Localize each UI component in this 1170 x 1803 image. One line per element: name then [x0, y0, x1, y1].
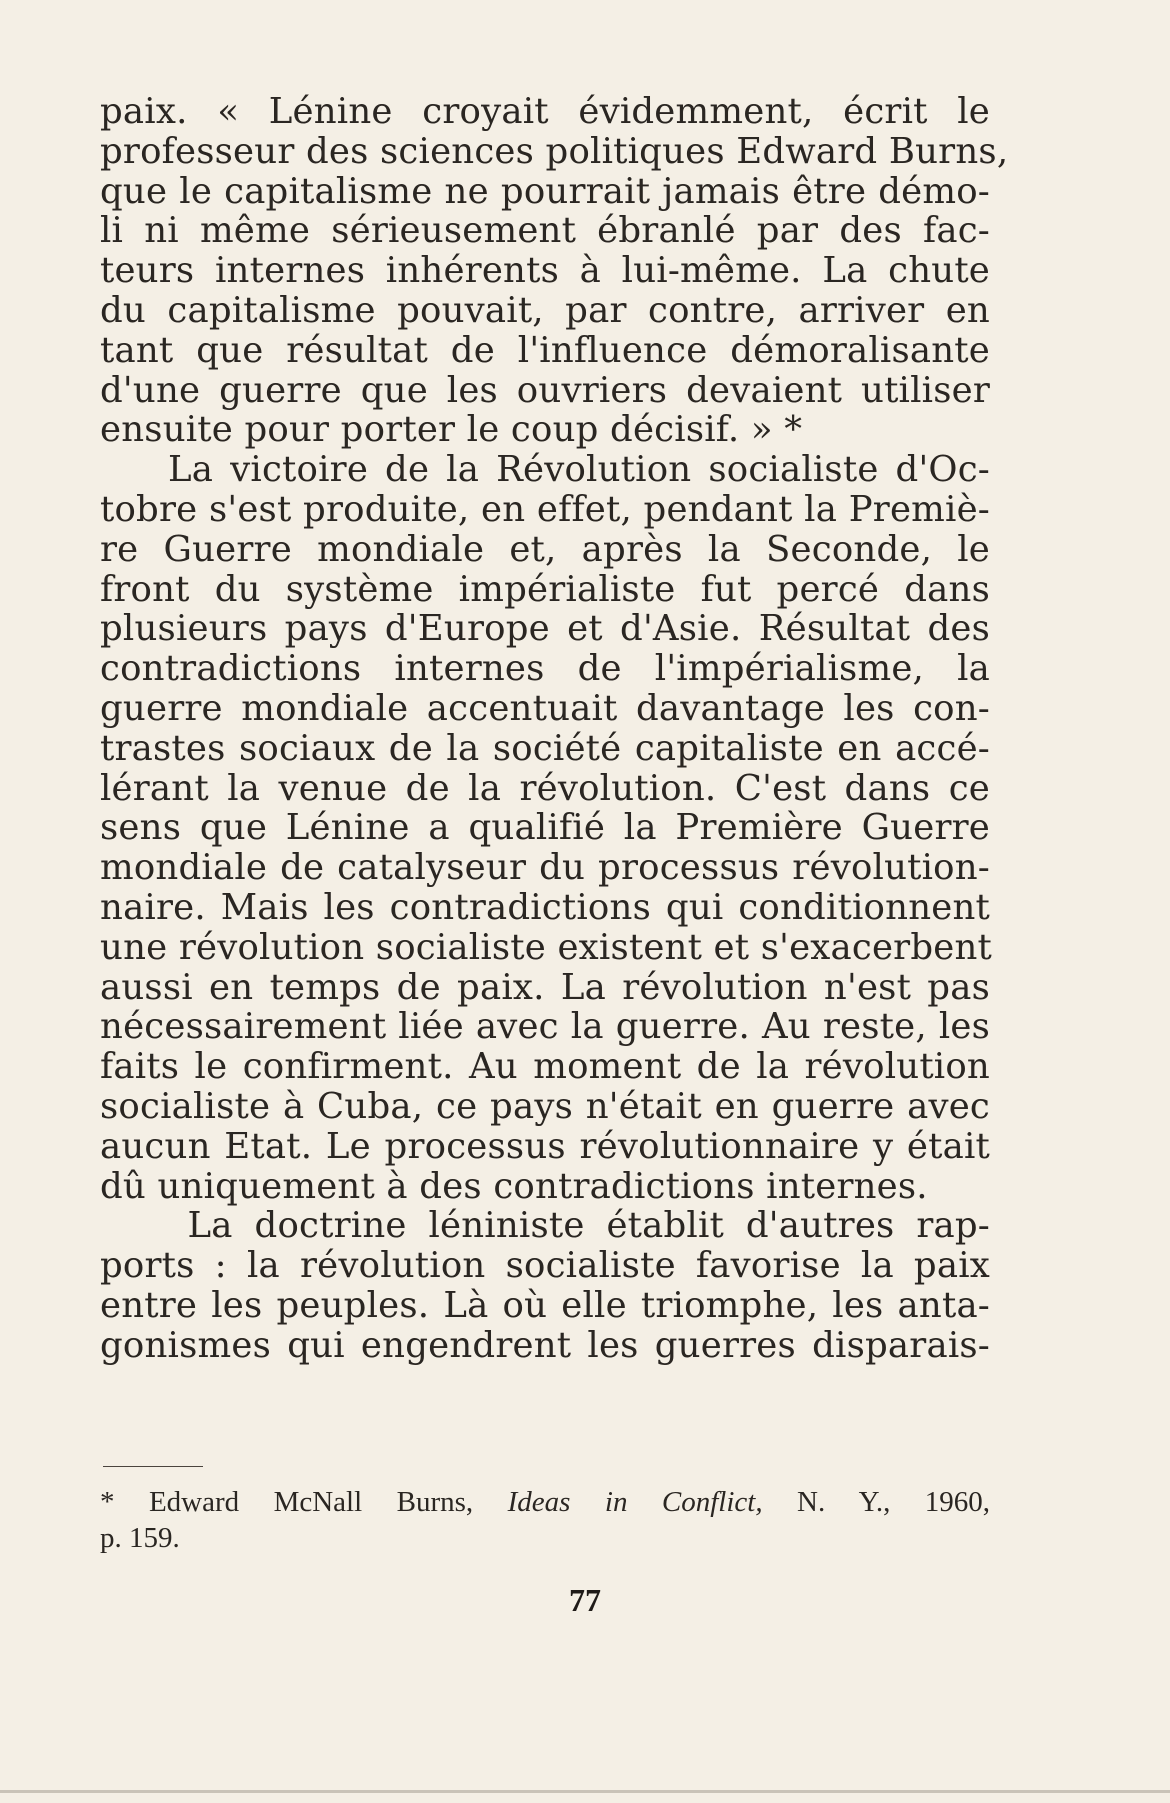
text-line: gonismes qui engendrent les guerres disparais-	[100, 1324, 990, 1366]
text-line: tobre s'est produite, en effet, pendant la Premiè-	[100, 488, 990, 530]
text-line: nécessairement liée avec la guerre. Au reste, les	[100, 1006, 990, 1048]
footnote-divider	[103, 1466, 203, 1467]
footnote-author: Edward McNall Burns,	[148, 1486, 474, 1518]
text-line: trastes sociaux de la société capitaliste en accé-	[100, 727, 990, 769]
text-line: mondiale de catalyseur du processus révolution-	[100, 847, 990, 889]
text-line: guerre mondiale accentuait davantage les con-	[100, 687, 990, 729]
page-number: 77	[569, 1582, 601, 1618]
footnote-page: p. 159.	[100, 1522, 180, 1554]
text-line: ensuite pour porter le coup décisif. » *	[100, 409, 803, 451]
text-line: li ni même sérieusement ébranlé par des fac-	[100, 210, 990, 252]
text-line: front du système impérialiste fut percé dans	[100, 568, 990, 610]
text-line: une révolution socialiste existent et s'exacerbent	[100, 926, 993, 968]
text-line: faits le confirment. Au moment de la révolution	[100, 1046, 990, 1088]
footnote-citation	[100, 1484, 990, 1520]
footnote-marker: *	[100, 1486, 115, 1518]
text-line: entre les peuples. Là où elle triomphe, les anta-	[100, 1284, 990, 1326]
text-line: re Guerre mondiale et, après la Seconde, le	[100, 528, 990, 570]
text-line: teurs internes inhérents à lui-même. La chute	[100, 250, 990, 292]
text-line: aucun Etat. Le processus révolutionnaire y était	[100, 1125, 990, 1167]
text-line: La victoire de la Révolution socialiste d'Oc-	[100, 449, 990, 491]
text-line: professeur des sciences politiques Edward Burns,	[100, 130, 1009, 172]
text-line: socialiste à Cuba, ce pays n'était en guerre avec	[100, 1085, 990, 1127]
text-line: naire. Mais les contradictions qui conditionnent	[100, 886, 990, 928]
text-line: d'une guerre que les ouvriers devaient utiliser	[100, 369, 990, 411]
text-line: du capitalisme pouvait, par contre, arriver en	[100, 289, 990, 331]
text-line: que le capitalisme ne pourrait jamais être démo-	[100, 170, 990, 212]
footnote-publication: N. Y., 1960,	[797, 1486, 991, 1518]
text-line: La doctrine léniniste établit d'autres rap-	[100, 1205, 990, 1247]
text-line: aussi en temps de paix. La révolution n'est pas	[100, 966, 990, 1008]
text-line: ports : la révolution socialiste favorise la paix	[100, 1245, 990, 1287]
text-line: plusieurs pays d'Europe et d'Asie. Résultat des	[100, 608, 990, 650]
text-line: tant que résultat de l'influence démoralisante	[100, 329, 990, 371]
text-line: dû uniquement à des contradictions internes.	[100, 1165, 928, 1207]
page-edge	[0, 1790, 1170, 1793]
text-line: paix. « Lénine croyait évidemment, écrit le	[100, 91, 990, 132]
text-line: sens que Lénine a qualifié la Première Guerre	[100, 807, 990, 849]
footnote	[100, 1484, 990, 1556]
text-line: lérant la venue de la révolution. C'est dans ce	[100, 767, 990, 809]
body-text	[100, 91, 1009, 1366]
footnote-title: Ideas in Conflict,	[507, 1486, 763, 1518]
text-line: contradictions internes de l'impérialisme, la	[100, 648, 990, 690]
